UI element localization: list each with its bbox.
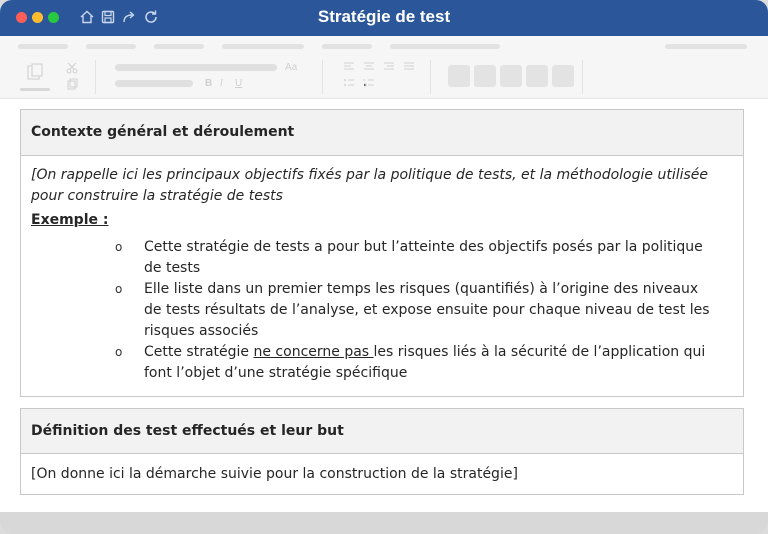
section-context-table [20, 109, 744, 397]
italic-button[interactable]: I [220, 78, 223, 89]
copy-icon[interactable] [66, 78, 78, 90]
list-item [31, 279, 733, 342]
ribbon-tab[interactable] [86, 44, 136, 49]
section-header: Contexte général et déroulement [21, 110, 743, 156]
align-right-icon[interactable] [383, 62, 395, 72]
list-item-text [144, 342, 733, 363]
ribbon-tab[interactable] [390, 44, 500, 49]
section-body[interactable] [21, 156, 743, 384]
numbered-list-icon[interactable] [363, 78, 375, 88]
document-page[interactable] [0, 99, 768, 512]
bullet-marker: o [115, 240, 123, 254]
style-swatch[interactable] [448, 65, 470, 87]
section-header: Définition des test effectués et leur but [21, 409, 743, 454]
example-label: Exemple : [31, 212, 109, 228]
title-bar [0, 0, 768, 36]
ribbon-toolbar [0, 58, 768, 99]
status-bar [0, 512, 768, 534]
ribbon-tab[interactable] [222, 44, 304, 49]
intro-text-line: [On rappelle ici les principaux objectifs fixés par la politique de tests, et la méthodologie utilisée [31, 167, 709, 183]
section-body[interactable]: [On donne ici la démarche suivie pour la construction de la stratégie] [31, 466, 518, 482]
underlined-text: ne concerne pas [253, 344, 374, 360]
align-left-icon[interactable] [343, 62, 355, 72]
ribbon-tab[interactable] [665, 44, 747, 49]
underline-button[interactable]: U [235, 78, 243, 89]
list-item-text: Cette stratégie de tests a pour but l’atteinte des objectifs posés par la politique [144, 239, 703, 255]
paste-indicator [20, 88, 50, 91]
ribbon-separator [322, 60, 323, 94]
style-swatch[interactable] [526, 65, 548, 87]
list-item [31, 342, 733, 384]
list-item-text: de tests résultats de l’analyse, et expose ensuite pour chaque niveau de test les [144, 302, 710, 318]
font-size-select[interactable] [115, 80, 193, 87]
justify-icon[interactable] [403, 62, 415, 72]
list-item-text: de tests [144, 260, 201, 276]
section-definition-table [20, 408, 744, 495]
list-item-text: font l’objet d’une stratégie spécifique [144, 365, 408, 381]
ribbon-separator [95, 60, 96, 94]
font-size-label[interactable]: Aa [285, 62, 298, 73]
bullet-list-icon[interactable] [343, 78, 355, 88]
window-title: Stratégie de test [317, 7, 451, 26]
bullet-marker: o [115, 345, 123, 359]
ribbon-separator [582, 60, 583, 94]
ribbon-tab[interactable] [18, 44, 68, 49]
intro-text-line: pour construire la stratégie de tests [31, 188, 283, 204]
bullet-marker: o [115, 282, 123, 296]
list-item-text: Elle liste dans un premier temps les risques (quantifiés) à l’origine des niveaux [144, 281, 699, 297]
ribbon-tabs [0, 36, 768, 58]
text-run: Cette stratégie [144, 344, 254, 360]
cut-icon[interactable] [66, 62, 78, 74]
style-swatch[interactable] [552, 65, 574, 87]
list-item-text: risques associés [144, 323, 259, 339]
font-family-select[interactable] [115, 64, 277, 71]
ribbon-separator [430, 60, 431, 94]
style-swatch[interactable] [474, 65, 496, 87]
list-item [31, 237, 733, 279]
align-center-icon[interactable] [363, 62, 375, 72]
ribbon-tab[interactable] [154, 44, 204, 49]
ribbon-tab[interactable] [322, 44, 372, 49]
paste-icon[interactable] [26, 63, 44, 81]
style-swatch[interactable] [500, 65, 522, 87]
text-run: les risques liés à la sécurité de l’application qui [373, 344, 706, 360]
bullet-list [31, 237, 733, 384]
bold-button[interactable]: B [205, 78, 213, 89]
